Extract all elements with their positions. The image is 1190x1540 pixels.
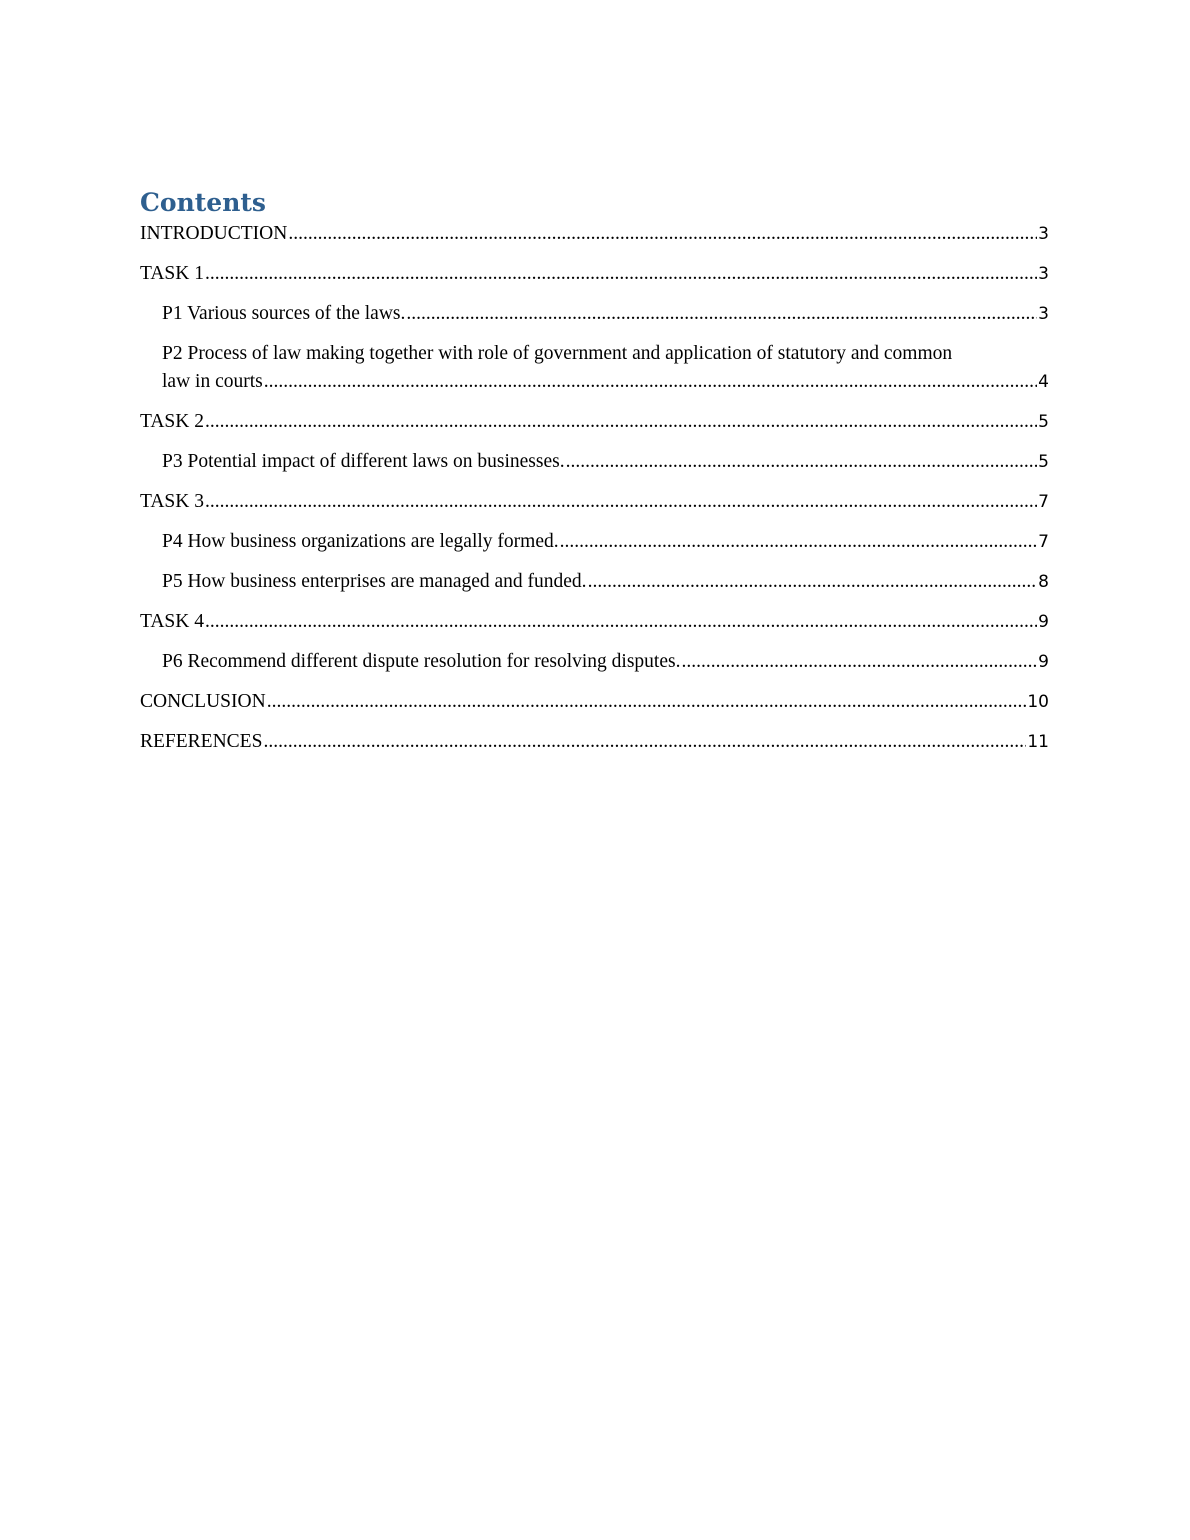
toc-page-number: 4 (1038, 372, 1049, 392)
dot-leader (588, 568, 1038, 596)
dot-leader (205, 488, 1037, 516)
toc-page-number: 10 (1027, 692, 1049, 712)
dot-leader (560, 528, 1038, 556)
toc-entry-text: P6 Recommend different dispute resolution for resolving disputes. (162, 651, 681, 672)
toc-entry-text: TASK 3 (140, 491, 204, 512)
dot-leader (205, 408, 1037, 436)
toc-entry-p5[interactable] (140, 568, 1049, 596)
dot-leader (263, 728, 1026, 756)
toc-entry-p3[interactable] (140, 448, 1049, 476)
dot-leader (264, 368, 1037, 396)
dot-leader (205, 608, 1037, 636)
toc-entry-task-4[interactable] (140, 608, 1049, 636)
table-of-contents (140, 186, 1049, 768)
toc-entry-introduction[interactable] (140, 220, 1049, 248)
toc-entry-text: TASK 4 (140, 611, 204, 632)
toc-page-number: 5 (1038, 452, 1049, 472)
toc-entry-text: TASK 1 (140, 263, 204, 284)
toc-title: Contents (140, 188, 267, 217)
dot-leader (205, 260, 1037, 288)
dot-leader (406, 300, 1037, 328)
toc-entry-text: P3 Potential impact of different laws on businesses. (162, 451, 565, 472)
toc-entry-text-line-2: law in courts (162, 371, 263, 392)
toc-entry-conclusion[interactable] (140, 688, 1049, 716)
toc-entry-task-2[interactable] (140, 408, 1049, 436)
toc-list (140, 220, 1049, 756)
toc-entry-task-3[interactable] (140, 488, 1049, 516)
toc-entry-p4[interactable] (140, 528, 1049, 556)
toc-entry-text: INTRODUCTION (140, 223, 288, 244)
dot-leader (267, 688, 1027, 716)
toc-page-number: 3 (1038, 264, 1049, 284)
toc-entry-references[interactable] (140, 728, 1049, 756)
toc-entry-text: P1 Various sources of the laws. (162, 303, 406, 324)
dot-leader (566, 448, 1038, 476)
toc-page-number: 8 (1038, 572, 1049, 592)
toc-entry-p1[interactable] (140, 300, 1049, 328)
toc-page-number: 3 (1038, 304, 1049, 324)
toc-page-number: 7 (1038, 492, 1049, 512)
toc-entry-text: P5 How business enterprises are managed and funded. (162, 571, 587, 592)
toc-entry-text: REFERENCES (140, 731, 263, 752)
toc-entry-text: TASK 2 (140, 411, 204, 432)
toc-page-number: 5 (1038, 412, 1049, 432)
toc-page-number: 7 (1038, 532, 1049, 552)
dot-leader (681, 648, 1037, 676)
toc-entry-text-line-1: P2 Process of law making together with role of government and application of statutory and common (162, 343, 953, 364)
toc-page-number: 9 (1038, 652, 1049, 672)
toc-entry-p6[interactable] (140, 648, 1049, 676)
toc-entry-text: P4 How business organizations are legally formed. (162, 531, 559, 552)
toc-page-number: 3 (1038, 224, 1049, 244)
dot-leader (288, 220, 1037, 248)
toc-page-number: 11 (1027, 732, 1049, 752)
toc-entry-p2[interactable] (140, 340, 1049, 396)
toc-entry-task-1[interactable] (140, 260, 1049, 288)
toc-entry-text: CONCLUSION (140, 691, 266, 712)
toc-page-number: 9 (1038, 612, 1049, 632)
